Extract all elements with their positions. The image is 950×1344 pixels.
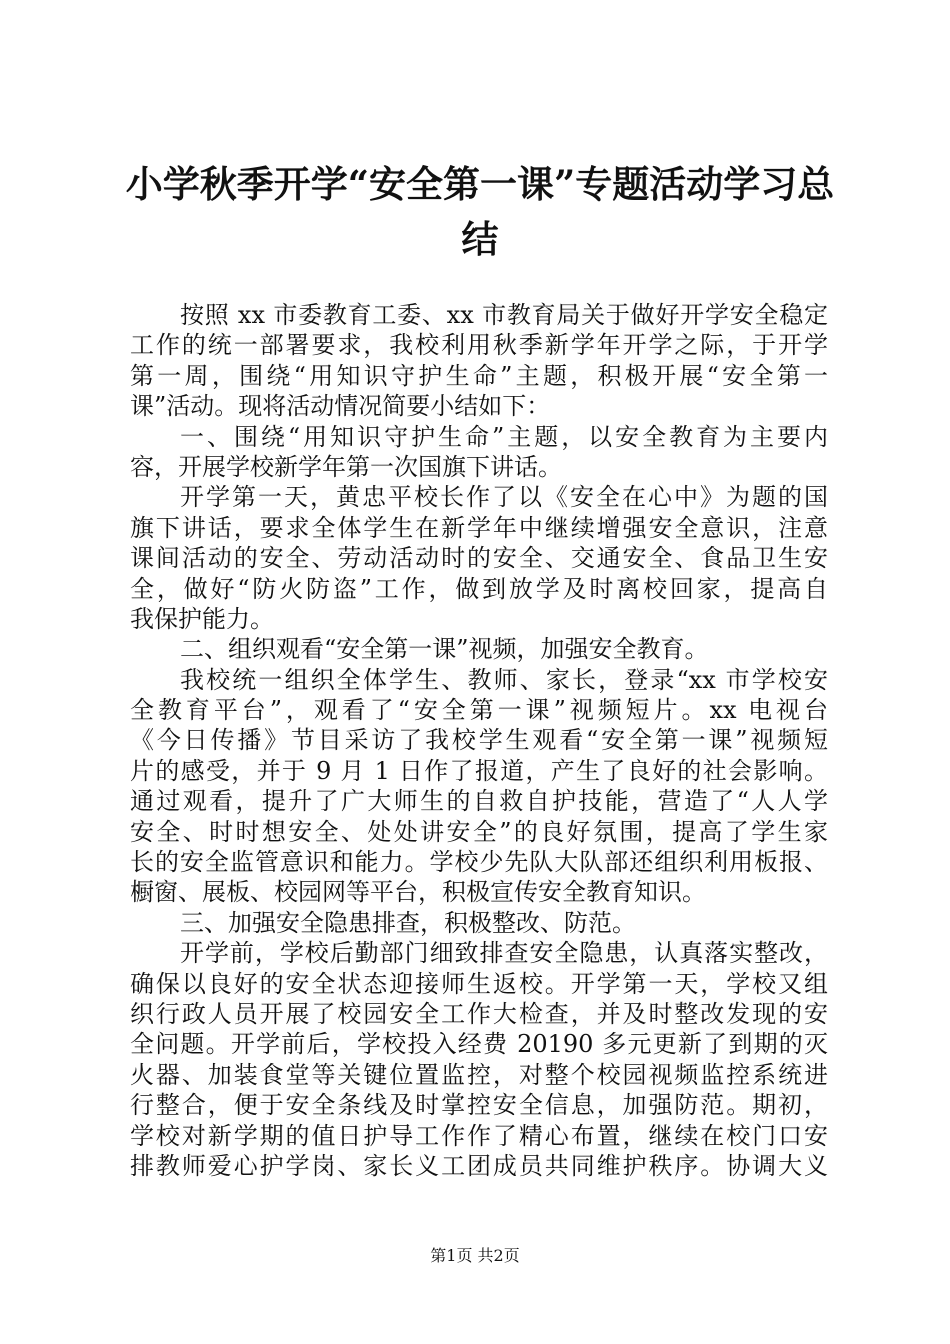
document-title <box>120 157 840 267</box>
text-line: 火器、加装食堂等关键位置监控，对整个校园视频监控系统进 <box>130 1060 828 1089</box>
text-line: 开学第一天，黄忠平校长作了以《安全在心中》为题的国 <box>180 483 828 512</box>
text-line: 全教育平台”，观看了“安全第一课”视频短片。xx 电视台 <box>130 696 828 725</box>
text-line: 二、组织观看“安全第一课”视频，加强安全教育。 <box>180 635 709 664</box>
text-line: 排教师爱心护学岗、家长义工团成员共同维护秩序。协调大义 <box>130 1151 828 1180</box>
text-line: 按照 xx 市委教育工委、xx 市教育局关于做好开学安全稳定 <box>180 301 828 329</box>
text-line: 课间活动的安全、劳动活动时的安全、交通安全、食品卫生安 <box>130 544 828 573</box>
text-line: 开学前，学校后勤部门细致排查安全隐患，认真落实整改， <box>180 939 828 968</box>
text-line: 片的感受，并于 9 月 1 日作了报道，产生了良好的社会影响。 <box>130 756 828 785</box>
section-heading <box>130 908 828 938</box>
title-line: 小学秋季开学“安全第一课”专题活动学习总 <box>125 162 835 206</box>
paragraph <box>130 300 828 422</box>
text-line: 全问题。开学前后，学校投入经费 20190 多元更新了到期的灭 <box>130 1030 828 1059</box>
text-line: 第一周，围绕“用知识守护生命”主题，积极开展“安全第一 <box>130 361 828 390</box>
text-line: 工作的统一部署要求，我校利用秋季新学年开学之际，于开学 <box>130 331 828 360</box>
document-body <box>130 300 828 1181</box>
text-line: 长的安全监管意识和能力。学校少先队大队部还组织利用板报、 <box>130 848 828 877</box>
text-line: 全，做好“防火防盗”工作，做到放学及时离校回家，提高自 <box>130 574 828 603</box>
text-line: 橱窗、展板、校园网等平台，积极宣传安全教育知识。 <box>130 878 706 907</box>
section-heading <box>130 634 828 664</box>
text-line: 学校对新学期的值日护导工作作了精心布置，继续在校门口安 <box>130 1121 828 1150</box>
text-line: 《今日传播》节目采访了我校学生观看“安全第一课”视频短 <box>130 726 828 755</box>
paragraph <box>130 938 828 1181</box>
text-line: 三、加强安全隐患排查，积极整改、防范。 <box>180 908 636 937</box>
text-line: 课”活动。现将活动情况简要小结如下： <box>130 392 551 421</box>
paragraph <box>130 665 828 908</box>
text-line: 行整合，便于安全条线及时掌控安全信息，加强防范。期初， <box>130 1091 828 1120</box>
title-line: 结 <box>461 217 499 261</box>
text-line: 我保护能力。 <box>130 604 274 633</box>
text-line: 安全、时时想安全、处处讲安全”的良好氛围，提高了学生家 <box>130 817 828 846</box>
text-line: 织行政人员开展了校园安全工作大检查，并及时整改发现的安 <box>130 999 828 1028</box>
page-footer: 第1页 共2页 <box>430 1246 520 1265</box>
text-line: 确保以良好的安全状态迎接师生返校。开学第一天，学校又组 <box>130 969 828 998</box>
text-line: 我校统一组织全体学生、教师、家长，登录“xx 市学校安 <box>180 665 828 694</box>
text-line: 通过观看，提升了广大师生的自救自护技能，营造了“人人学 <box>130 787 828 816</box>
text-line: 容，开展学校新学年第一次国旗下讲话。 <box>130 452 562 481</box>
paragraph <box>130 482 828 634</box>
section-heading <box>130 422 828 483</box>
text-line: 旗下讲话，要求全体学生在新学年中继续增强安全意识，注意 <box>130 513 828 542</box>
text-line: 一、围绕“用知识守护生命”主题，以安全教育为主要内 <box>180 422 828 451</box>
